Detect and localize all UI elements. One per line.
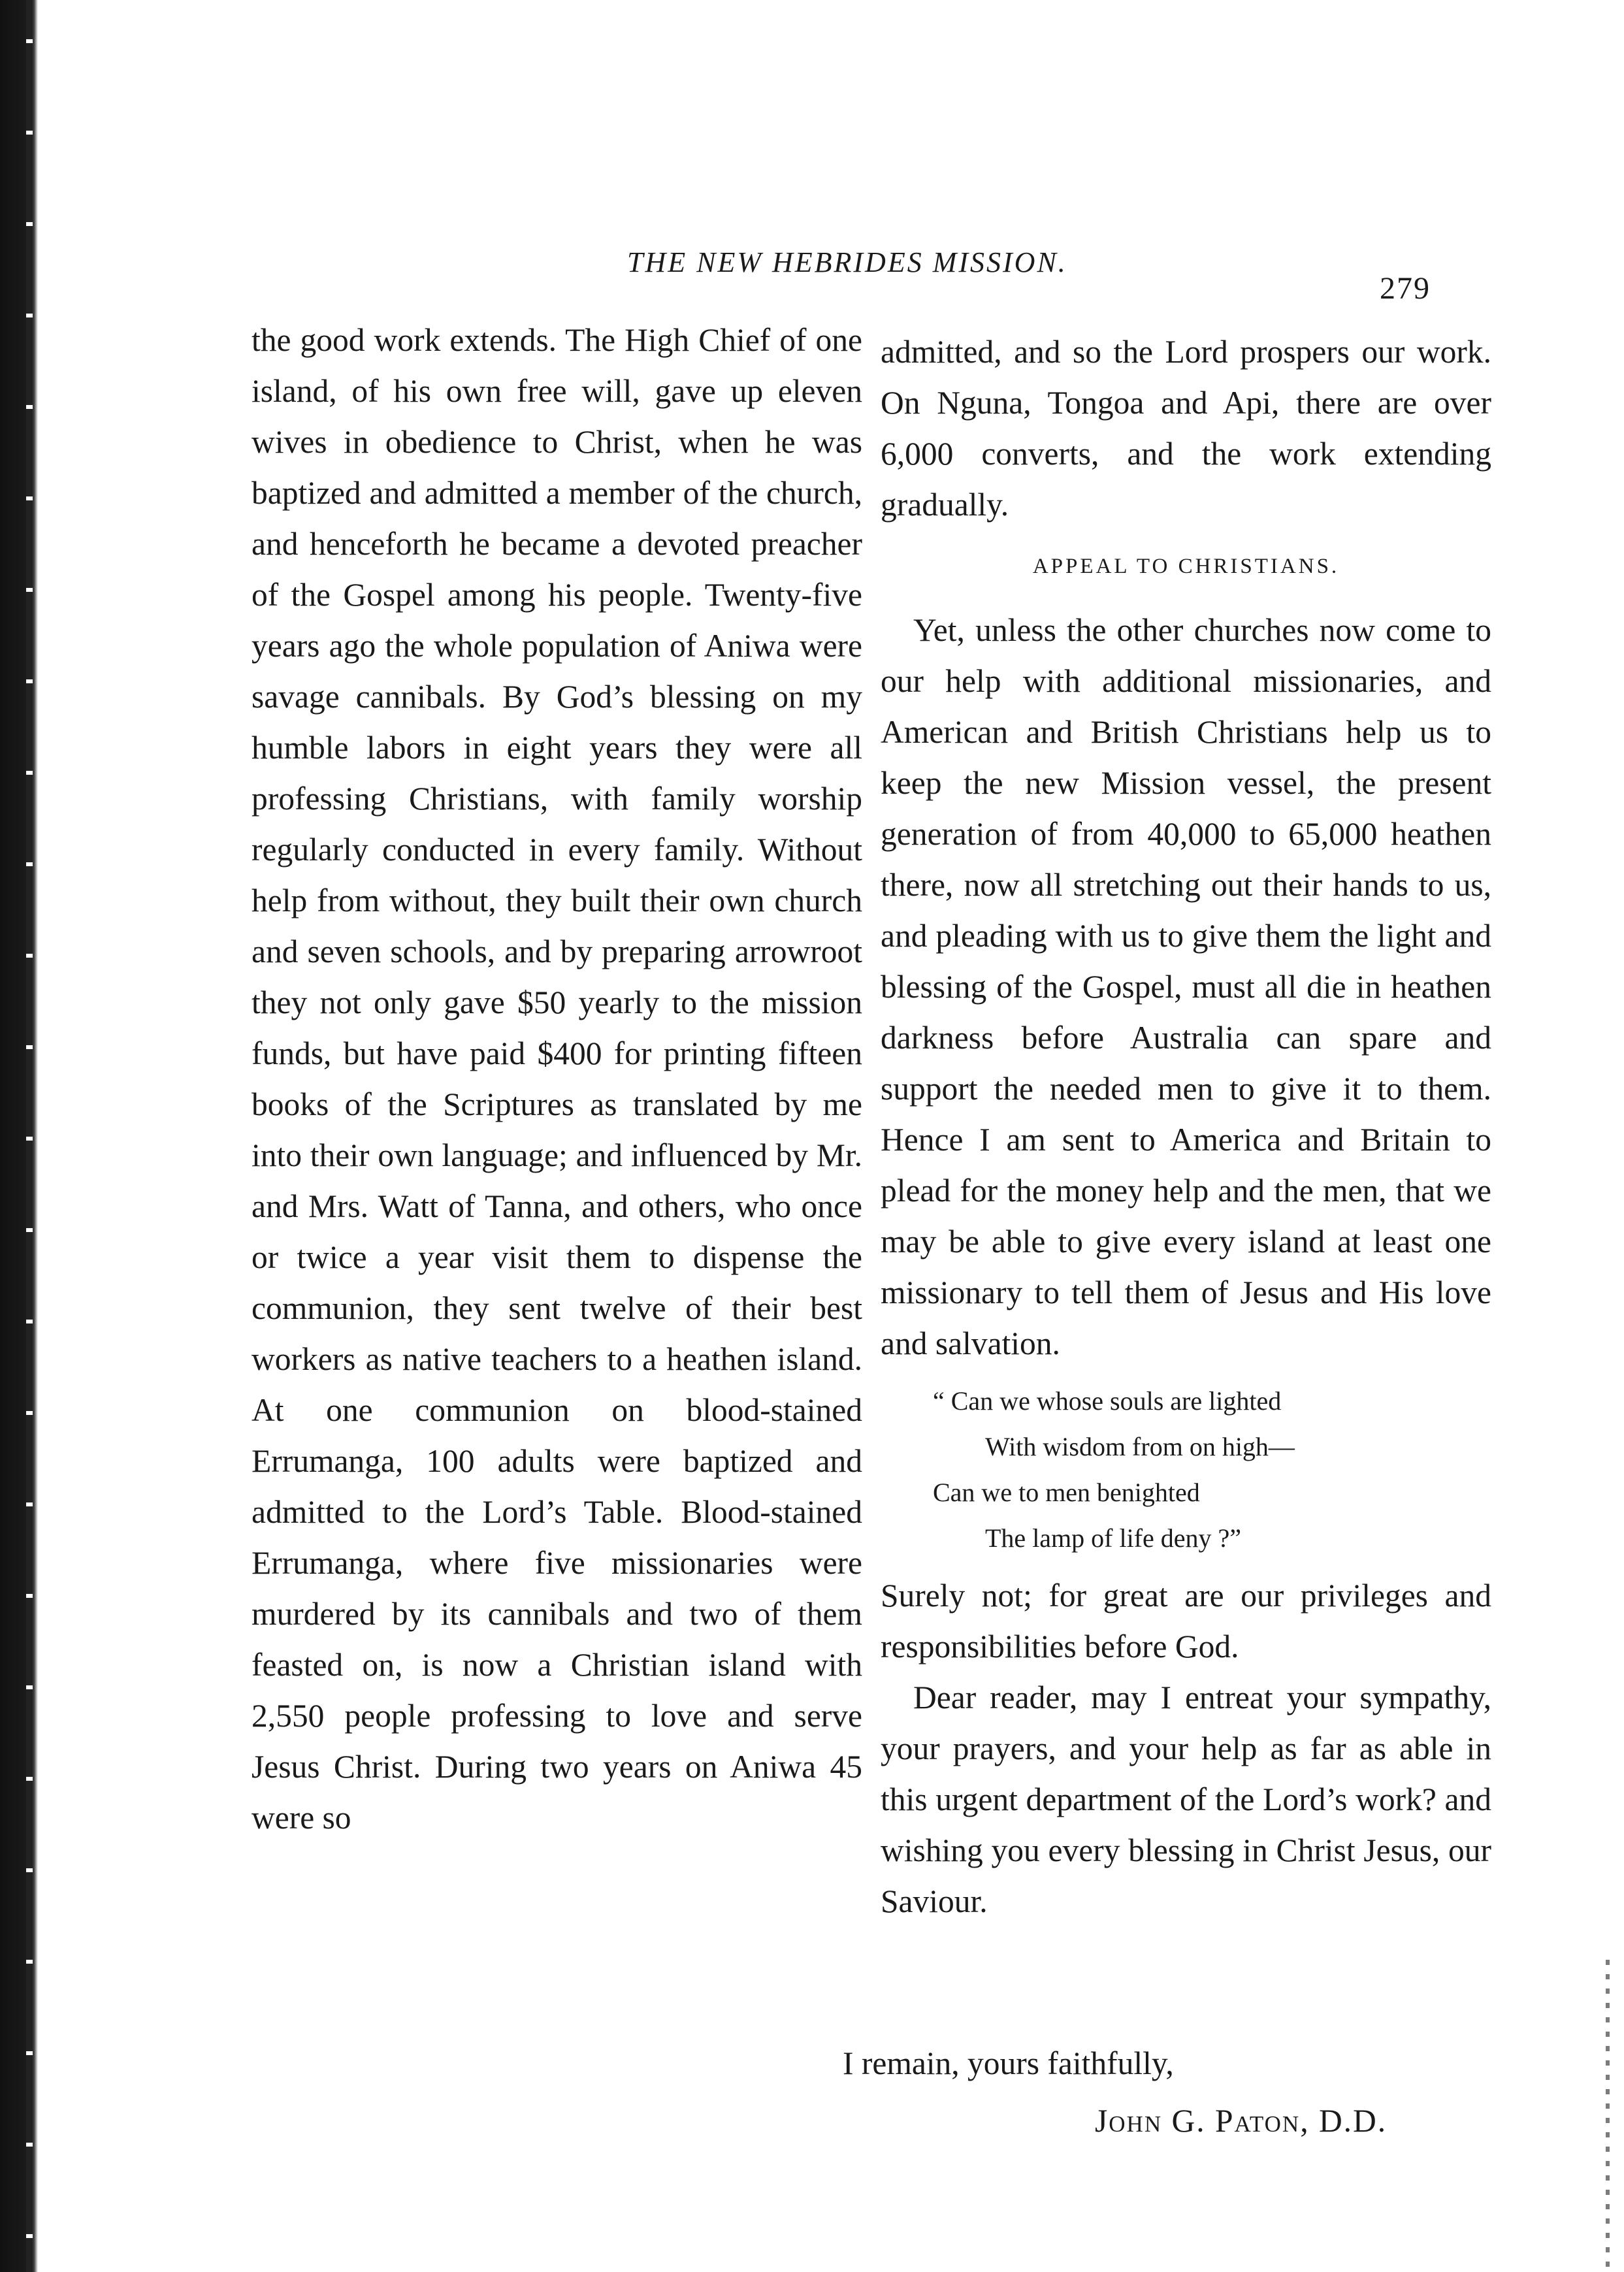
poem-line-2: With wisdom from on high— xyxy=(985,1432,1295,1461)
scan-edge-specks xyxy=(1606,1960,1610,2272)
poem-quote xyxy=(881,1378,1491,1561)
poem-line-3: Can we to men benighted xyxy=(933,1478,1200,1507)
running-title: THE NEW HEBRIDES MISSION. xyxy=(627,246,1067,278)
left-paragraph: the good work extends. The High Chief of one island, of his own free will, gave up eleven wives in obedience to Christ, when he was baptized and admitted a member of the church, and henceforth he became a devoted preacher of the Gospel among his people. Twenty-five years ago the whole population of Aniwa were savage cannibals. By God’s blessing on my humble labors in eight years they were all professing Christians, with family worship regularly conducted in every family. Without help from without, they built their own church and seven schools, and by preparing arrowroot they not only gave $50 yearly to the mission funds, but have paid $400 for printing fifteen books of the Scriptures as translated by me into their own language; and influenced by Mr. and Mrs. Watt of Tanna, and others, who once or twice a year visit them to dispense the communion, they sent twelve of their best workers as native teachers to a heathen island. At one communion on blood-stained Errumanga, 100 adults were baptized and admitted to the Lord’s Table. Blood-stained Errumanga, where five missionaries were murdered by its cannibals and two of them feasted on, is now a Christian island with 2,550 people professing to love and serve Jesus Christ. During two years on Aniwa 45 were so xyxy=(252,322,862,1836)
right-column xyxy=(881,327,1491,1927)
poem-line-4: The lamp of life deny ?” xyxy=(985,1523,1242,1553)
binding-shadow xyxy=(0,0,38,2272)
poem-line-1: “ Can we whose souls are lighted xyxy=(933,1386,1282,1416)
after-poem-paragraph: Surely not; for great are our privileges and responsibilities before God. xyxy=(881,1578,1491,1664)
section-heading: APPEAL TO CHRISTIANS. xyxy=(1032,555,1340,578)
continuation-paragraph: admitted, and so the Lord prospers our work. On Nguna, Tongoa and Api, there are over 6,000 converts, and the work extending gradually. xyxy=(881,334,1491,523)
signature: John G. Paton, D.D. xyxy=(1095,2103,1388,2139)
left-column xyxy=(252,315,862,1843)
final-paragraph: Dear reader, may I entreat your sympathy, your prayers, and your help as far as able in this urgent department of the Lord’s work? and wishing you every blessing in Christ Jesus, our Saviour. xyxy=(881,1680,1491,1919)
page-number: 279 xyxy=(1380,271,1431,306)
appeal-paragraph: Yet, unless the other churches now come to our help with additional missionaries, and American and British Christians help us to keep the new Mission vessel, the present generation of from 40,000 to 65,000 heathen there, now all stretching out their hands to us, and pleading with us to give them the light and blessing of the Gospel, must all die in heathen darkness before Australia can spare and support the needed men to give it to them. Hence I am sent to America and Britain to plead for the money help and the men, that we may be able to give every island at least one missionary to tell them of Jesus and His love and salvation. xyxy=(881,612,1491,1361)
valediction: I remain, yours faithfully, xyxy=(843,2045,1174,2081)
